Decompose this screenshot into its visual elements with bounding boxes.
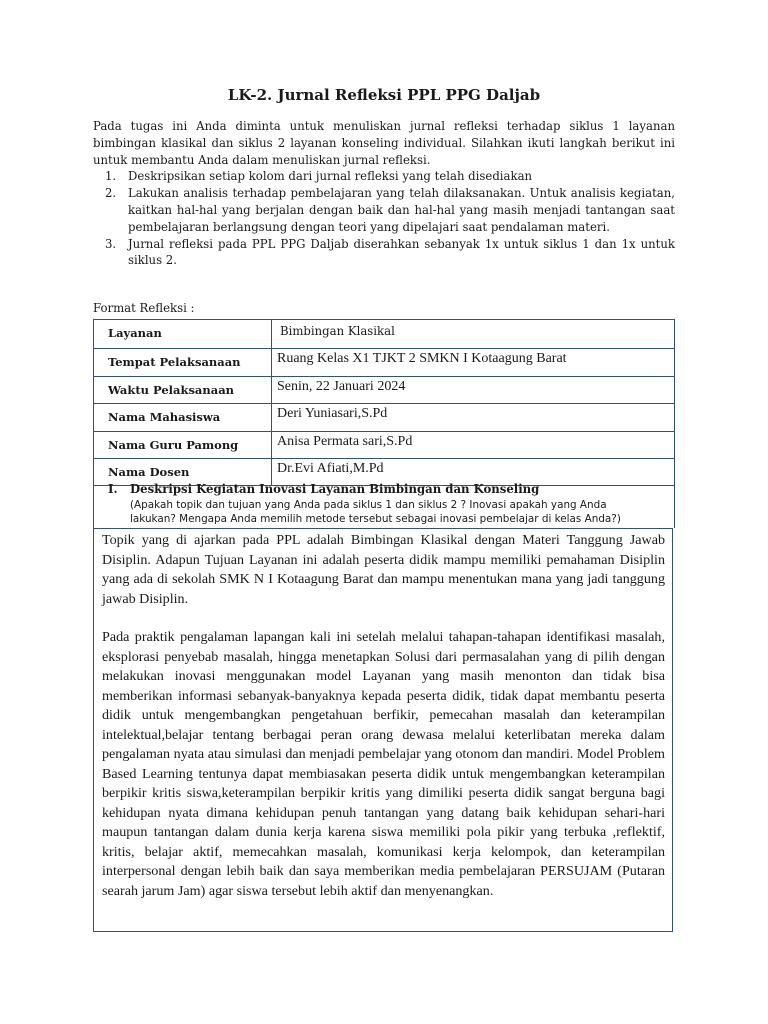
list-item: [93, 185, 675, 235]
intro-paragraph: Pada tugas ini Anda diminta untuk menuliskan jurnal refleksi terhadap siklus 1 layanan bimbingan klasikal dan siklus 2 layanan konseling individual. Silahkan ikuti langkah berikut ini untuk membantu Anda dalam menuliskan jurnal refleksi.: [93, 119, 675, 167]
step-number: 3.: [105, 236, 117, 251]
instruction-line: lakukan? Mengapa Anda memilih metode tersebut sebagai inovasi pembelajar di kelas Anda?): [130, 513, 621, 525]
answer-paragraph-1: Topik yang di ajarkan pada PPL adalah Bimbingan Klasikal dengan Materi Tanggung Jawab Disiplin. Adapun Tujuan Layanan ini adalah peserta didik mampu memiliki pemahaman Disiplin yang ada di sekolah SMK N I Kotaagung Barat dan mampu menentukan mana yang jadi tanggung jawab Disiplin.: [102, 532, 665, 607]
section-instructions: [130, 498, 670, 526]
list-item: [93, 168, 675, 185]
step-text: Lakukan analisis terhadap pembelajaran yang telah dilaksanakan. Untuk analisis kegiatan, kaitkan hal-hal yang berjalan dengan baik dan hal-hal yang masih menjadi tantangan saat pembelajaran berlangsung dengan teori yang dipelajari saat pendalaman materi.: [128, 186, 675, 234]
table-row: [94, 431, 675, 458]
step-text: Deskripsikan setiap kolom dari jurnal refleksi yang telah disediakan: [128, 169, 533, 184]
label-dosen: Nama Dosen: [94, 458, 272, 485]
intro-block: [93, 118, 675, 269]
table-row: [94, 320, 675, 349]
format-label: Format Refleksi :: [93, 301, 195, 315]
table-row: [94, 349, 675, 376]
section-heading: [108, 482, 539, 496]
reflection-answer-box: [93, 528, 673, 932]
section-heading-text: Deskripsi Kegiatan Inovasi Layanan Bimbingan dan Konseling: [130, 482, 540, 496]
page-title: LK-2. Jurnal Refleksi PPL PPG Daljab: [227, 86, 541, 104]
value-tempat: Ruang Kelas X1 TJKT 2 SMKN I Kotaagung Barat: [272, 349, 675, 376]
value-waktu: Senin, 22 Januari 2024: [272, 376, 675, 403]
label-guru-pamong: Nama Guru Pamong: [94, 431, 272, 458]
step-text: Jurnal refleksi pada PPL PPG Daljab diserahkan sebanyak 1x untuk siklus 1 dan 1x untuk siklus 2.: [128, 236, 675, 268]
value-guru-pamong: Anisa Permata sari,S.Pd: [272, 431, 675, 458]
table-row: [94, 376, 675, 403]
value-layanan: Bimbingan Klasikal: [272, 320, 675, 349]
label-tempat: Tempat Pelaksanaan: [94, 349, 272, 376]
answer-paragraph-2: Pada praktik pengalaman lapangan kali ini setelah melalui tahapan-tahapan identifikasi masalah, eksplorasi penyebab masalah, hingga menetapkan Solusi dari permasalahan yang di pilih dengan melakukan inovasi menggunakan model Layanan yang masih menonton dan tidak bisa memberikan informasi sebanyak-banyaknya kepada peserta didik, tidak dapat membantu peserta didik untuk mengembangkan pengetahuan berfikir, pemecahan masalah dan keterampilan intelektual,belajar tentang berbagai peran orang dewasa melalui keterlibatan mereka dalam pengalaman nyata atau simulasi dan menjadi pembelajar yang otonom dan mandiri. Model Problem Based Learning tentunya dapat membiasakan peserta didik untuk mengembangkan keterampilan berpikir kritis siswa,keterampilan berpikir kritis yang dimiliki peserta didik sangat berguna bagi kehidupan nyata dimana kehidupan penuh tantangan yang datang baik kehidupan sehari-hari maupun tantangan dalam dunia kerja karena siswa memiliki pola pikir yang terbuka ,reflektif, kritis, belajar aktif, memecahkan masalah, komunikasi kerja kelompok, dan keterampilan interpersonal dengan lebih baik dan saya memberikan media pembelajaran PERSUJAM (Putaran searah jarum Jam) agar siswa tersebut lebih aktif dan menyenangkan.: [102, 629, 665, 899]
step-number: 2.: [105, 186, 117, 201]
steps-list: [93, 168, 675, 269]
label-mahasiswa: Nama Mahasiswa: [94, 404, 272, 431]
label-layanan: Layanan: [94, 320, 272, 349]
list-item: [93, 236, 675, 270]
value-dosen: Dr.Evi Afiati,M.Pd: [272, 458, 675, 485]
step-number: 1.: [105, 169, 117, 184]
table-row: [94, 404, 675, 431]
label-waktu: Waktu Pelaksanaan: [94, 376, 272, 403]
info-table: [93, 319, 675, 486]
value-mahasiswa: Deri Yuniasari,S.Pd: [272, 404, 675, 431]
section-header: [93, 474, 675, 528]
instruction-line: (Apakah topik dan tujuan yang Anda pada siklus 1 dan siklus 2 ? Inovasi apakah yang Anda: [130, 499, 607, 511]
section-numeral: I.: [108, 482, 118, 496]
